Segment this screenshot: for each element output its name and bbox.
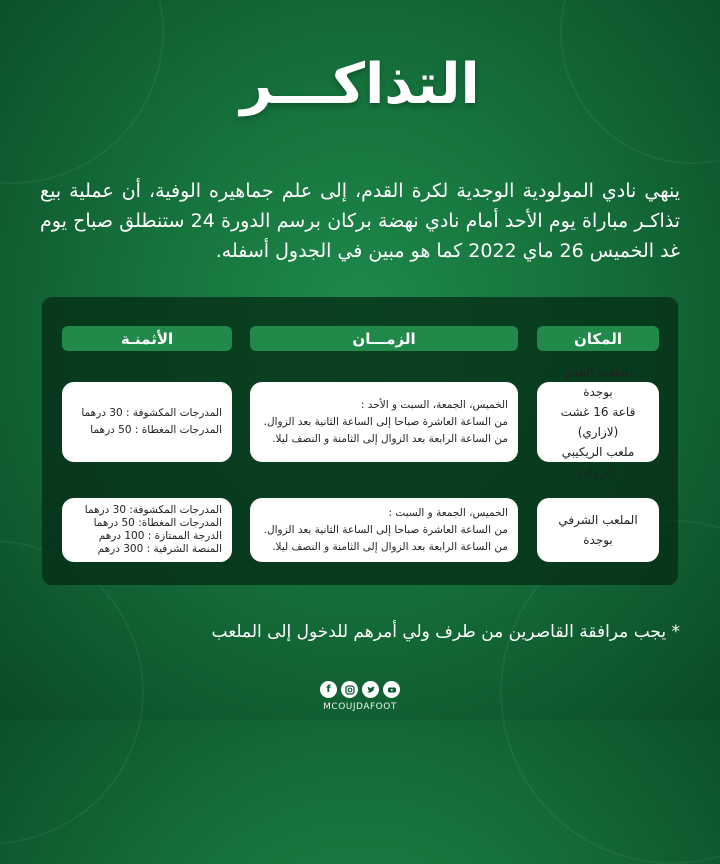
- price-line: المدرجات المكشوفة: 30 درهما: [84, 504, 222, 516]
- header-price: الأثمنـة: [62, 326, 232, 351]
- facebook-icon[interactable]: f: [320, 681, 337, 698]
- row-1-place-cell: [537, 365, 659, 479]
- place-line: قاعة 16 غشت (لازاري): [560, 405, 636, 439]
- intro-line: تذاكـر مباراة يوم الأحد أمام نادي نهضة بركان برسم الدورة 24 ستنطلق صباح يوم: [40, 210, 681, 232]
- time-line: الخميس، الجمعة و السبت :: [388, 506, 508, 519]
- row-1-price-cell: [62, 382, 232, 462]
- time-line: من الساعة الرابعة بعد الزوال إلى الثامنة و النصف ليلا.: [272, 540, 508, 553]
- social-icons: [0, 681, 720, 698]
- intro-paragraph: [40, 176, 680, 266]
- time-line: من الساعة العاشرة صباحا إلى الساعة الثانية بعد الزوال.: [263, 415, 508, 428]
- page-title: التذاكـــر: [240, 52, 480, 117]
- price-line: المدرجات المكشوفة : 30 درهما: [81, 407, 222, 419]
- intro-line: ينهي نادي المولودية الوجدية لكرة القدم، إلى علم جماهيره الوفية، أن عملية بيع: [40, 180, 680, 202]
- time-line: من الساعة العاشرة صباحا إلى الساعة الثانية بعد الزوال.: [263, 523, 508, 536]
- time-line: الخميس، الجمعة، السبت و الأحد :: [360, 398, 508, 411]
- youtube-icon[interactable]: [383, 681, 400, 698]
- row-2-time-cell: [250, 498, 518, 562]
- twitter-icon[interactable]: [362, 681, 379, 698]
- minors-note: * يجب مرافقة القاصرين من طرف ولي أمرهم للدخول إلى الملعب: [211, 622, 680, 642]
- row-1-time-cell: [250, 382, 518, 462]
- place-line: ملعب الريكيبي (الروك): [561, 445, 635, 479]
- social-handle: MCOUJDAFOOT: [323, 702, 397, 712]
- row-2-place-cell: [537, 498, 659, 562]
- intro-line: غد الخميس 26 ماي 2022 كما هو مبين في الجدول أسفله.: [215, 240, 680, 262]
- instagram-icon[interactable]: [341, 681, 358, 698]
- price-line: المنصة الشرفية : 300 درهم: [97, 543, 222, 555]
- place-line: الملعب الشرفي بوجدة: [558, 513, 638, 547]
- header-time: الزمـــان: [250, 326, 518, 351]
- time-line: من الساعة الرابعة بعد الزوال إلى الثامنة و النصف ليلا.: [272, 432, 508, 445]
- price-line: الدرجة الممتازة : 100 درهم: [98, 530, 222, 542]
- row-2-price-cell: [62, 498, 232, 562]
- header-place: المكان: [537, 326, 659, 351]
- price-line: المدرجات المغطاة: 50 درهما: [93, 517, 222, 529]
- price-line: المدرجات المغطاة : 50 درهما: [90, 424, 222, 436]
- place-line: الملعب البلدي بوجدة: [563, 365, 633, 399]
